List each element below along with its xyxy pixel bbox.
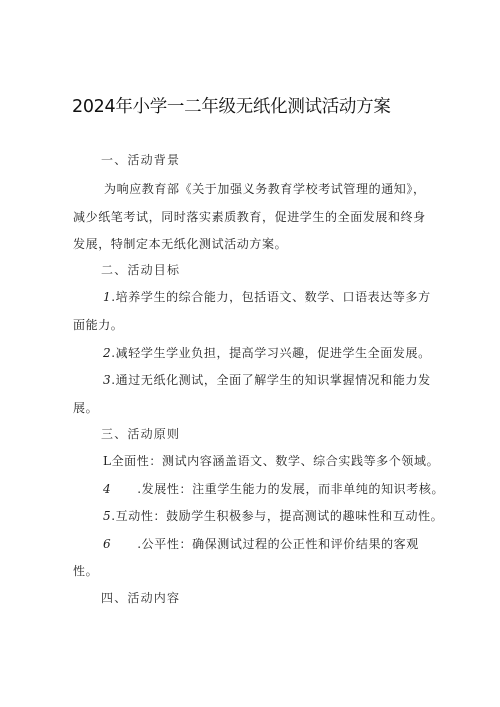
item-number: 4: [103, 482, 112, 496]
paragraph-line: 发展，特制定本无纸化测试活动方案。: [73, 237, 288, 251]
item-number: 5: [103, 509, 112, 523]
item-text: .减轻学生学业负担，提高学习兴趣，促进学生全面发展。: [111, 346, 431, 360]
list-item-continuation: 面能力。: [73, 318, 124, 332]
item-number: 6: [103, 537, 112, 551]
section-heading-content: 四、活动内容: [101, 591, 181, 605]
item-text: 全面性：测试内容涵盖语文、数学、综合实践等多个领域。: [111, 454, 440, 468]
item-text: .培养学生的综合能力，包括语文、数学、口语表达等多方: [111, 290, 431, 304]
list-item-continuation: 展。: [73, 401, 99, 415]
list-item: [103, 480, 444, 497]
list-item: [103, 371, 431, 388]
list-item: [103, 452, 439, 469]
paragraph-line: 减少纸笔考试，同时落实素质教育，促进学生的全面发展和终身: [73, 210, 426, 224]
section-heading-goals: 二、活动目标: [101, 263, 181, 277]
item-number: 1: [103, 290, 112, 304]
document-title: 2024年小学一二年级无纸化测试活动方案: [72, 97, 391, 117]
list-item: [103, 288, 431, 305]
item-number: L: [103, 454, 112, 468]
item-text: .通过无纸化测试，全面了解学生的知识掌握情况和能力发: [111, 373, 431, 387]
section-heading-principles: 三、活动原则: [101, 427, 181, 441]
item-text: .互动性：鼓励学生积极参与，提高测试的趣味性和互动性。: [111, 509, 444, 523]
section-heading-background: 一、活动背景: [101, 153, 181, 167]
paragraph-line: 为响应教育部《关于加强义务教育学校考试管理的通知》，: [104, 182, 426, 196]
item-number: 3: [103, 373, 112, 387]
list-item: [103, 507, 443, 524]
item-text: .发展性：注重学生能力的发展，而非单纯的知识考核。: [137, 482, 445, 496]
list-item-continuation: 性。: [73, 564, 99, 578]
item-number: 2: [103, 346, 112, 360]
list-item: [103, 535, 419, 552]
item-text: .公平性：确保测试过程的公正性和评价结果的客观: [137, 537, 419, 551]
list-item: [103, 344, 431, 361]
